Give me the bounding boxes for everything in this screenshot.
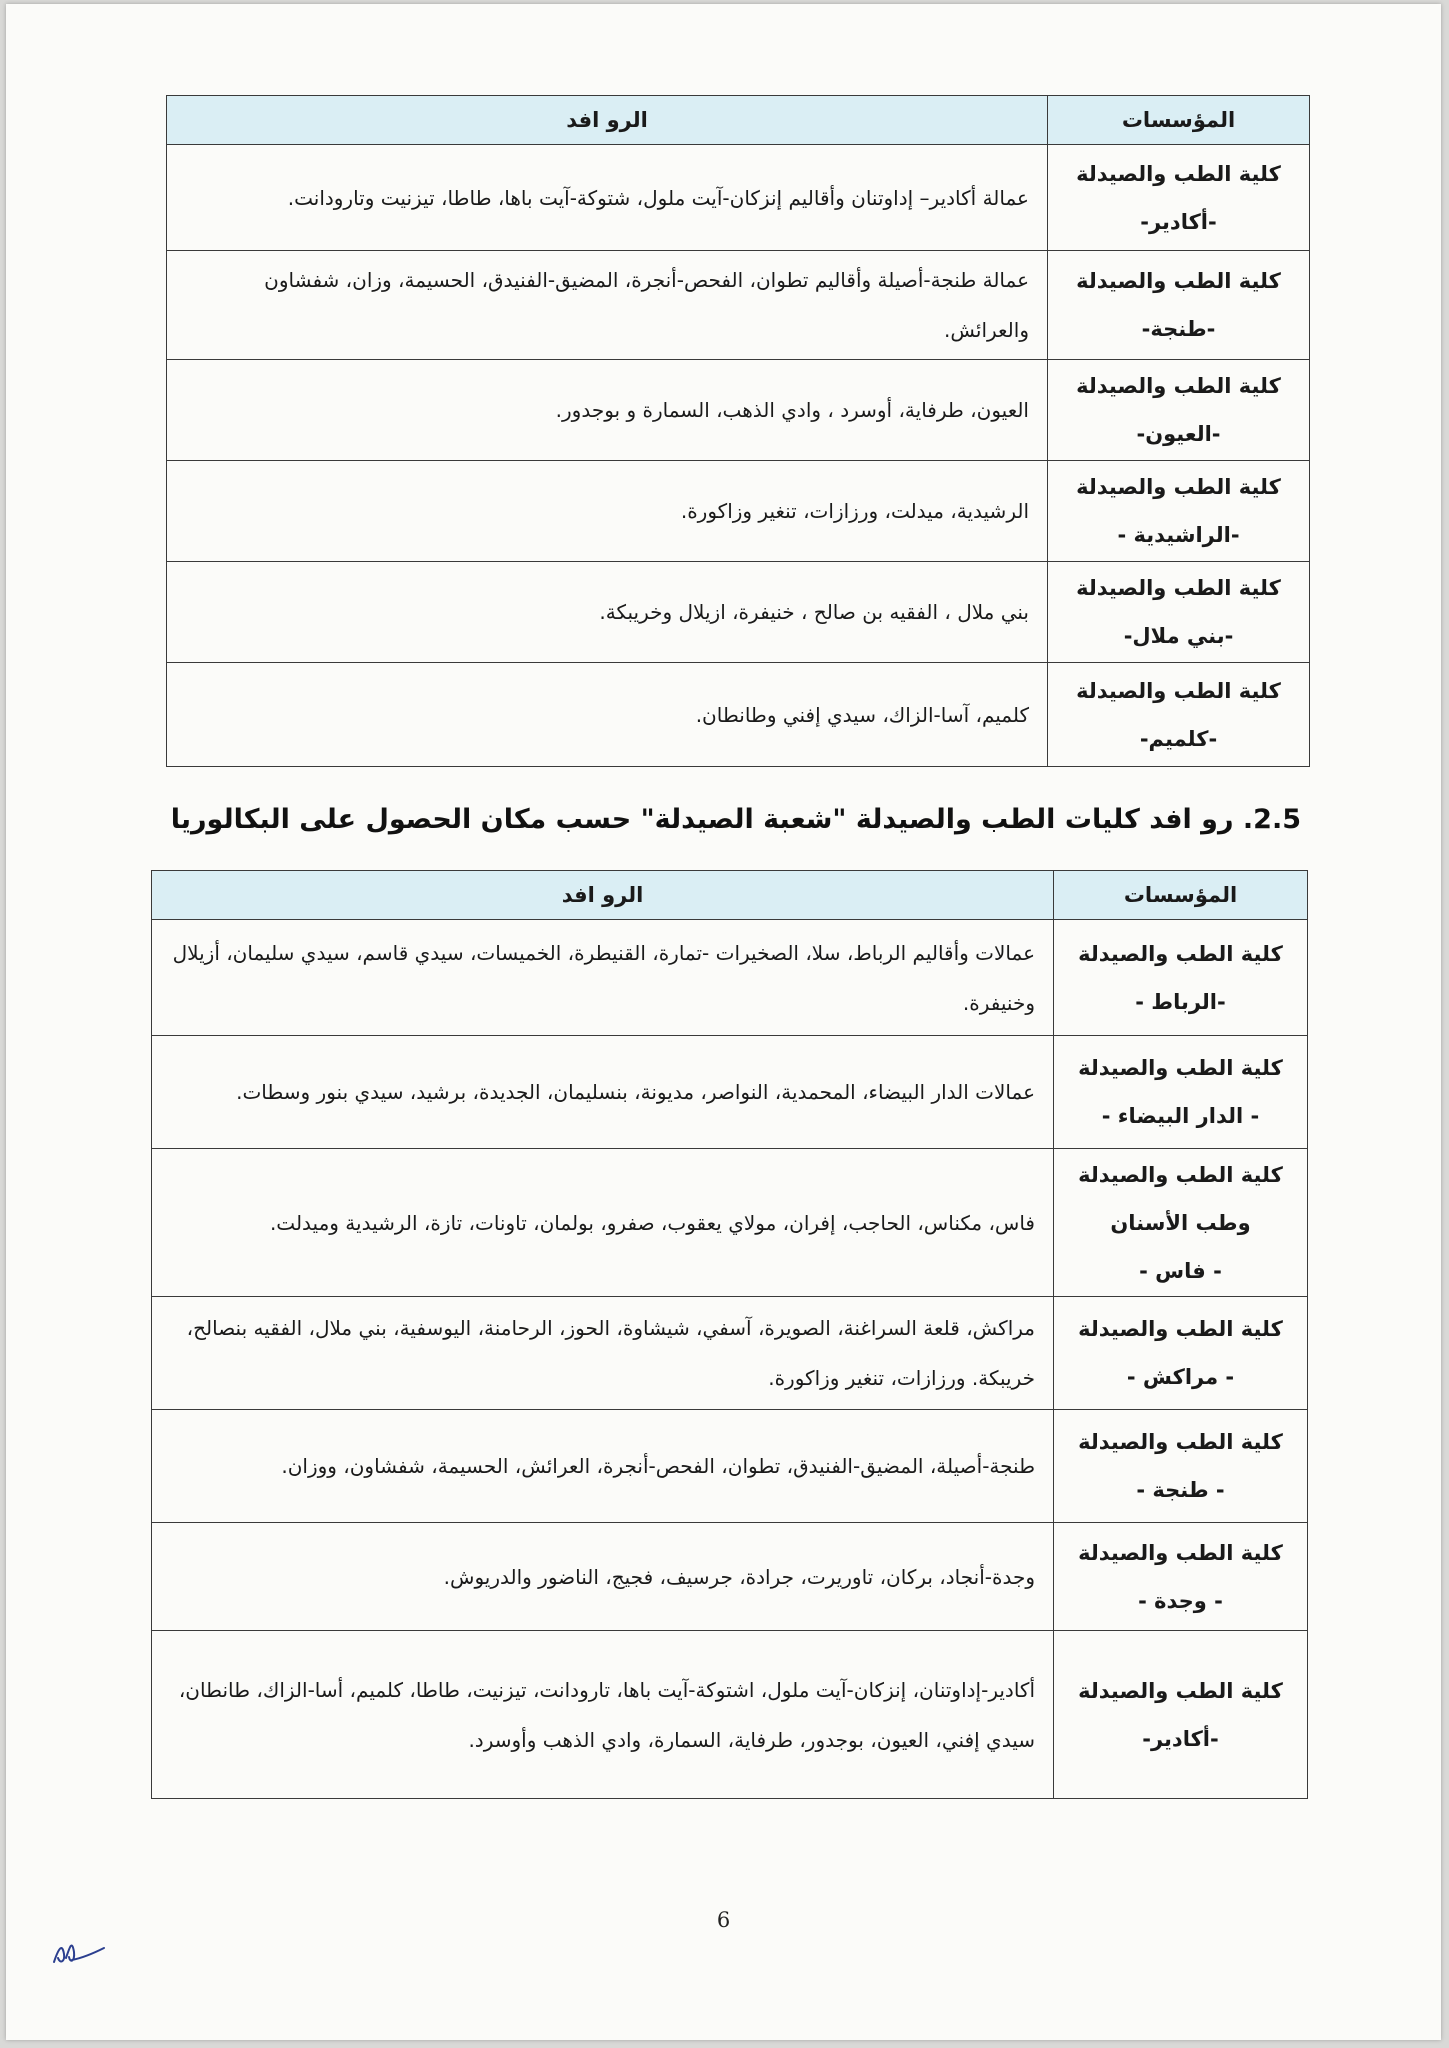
affiliation-cell: طنجة-أصيلة، المضيق-الفنيدق، تطوان، الفحص-أنجرة، العرائش، الحسيمة، شفشاون، ووزان. (152, 1410, 1054, 1523)
header-institutions: المؤسسات (1048, 96, 1310, 145)
affiliation-cell: كلميم، آسا-الزاك، سيدي إفني وطانطان. (167, 663, 1048, 767)
document-page (6, 4, 1441, 2040)
institution-extra: وطب الأسنان (1110, 1210, 1251, 1235)
institution-name: كلية الطب والصيدلة (1078, 1540, 1283, 1565)
table-row (152, 1149, 1308, 1297)
table-row (152, 1631, 1308, 1799)
section-heading: 2.5. رو افد كليات الطب والصيدلة "شعبة الصيدلة" حسب مكان الحصول على البكالوريا (170, 804, 1301, 835)
institution-city: -الراشيدية - (1117, 523, 1240, 547)
table-row (167, 251, 1310, 360)
signature-mark (48, 1932, 108, 1972)
institution-city: - مراكش - (1126, 1365, 1235, 1389)
institution-cell (1054, 1631, 1308, 1799)
institution-cell (1048, 461, 1310, 562)
affiliation-cell: الرشيدية، ميدلت، ورزازات، تنغير وزاكورة. (167, 461, 1048, 562)
institution-name: كلية الطب والصيدلة (1078, 1430, 1283, 1454)
institution-name: كلية الطب والصيدلة (1076, 161, 1281, 186)
table-row (167, 145, 1310, 251)
affiliation-cell: عمالات وأقاليم الرباط، سلا، الصخيرات -تمارة، القنيطرة، الخميسات، سيدي قاسم، سيدي سليمان، أزيلال وخنيفرة. (152, 920, 1054, 1036)
header-affiliations: الرو افد (167, 96, 1048, 145)
affiliation-cell: عمالة طنجة-أصيلة وأقاليم تطوان، الفحص-أنجرة، المضيق-الفنيدق، الحسيمة، وزان، شفشاون والعرائش. (167, 251, 1048, 360)
table-row (167, 461, 1310, 562)
table-row (167, 562, 1310, 663)
affiliation-cell: بني ملال ، الفقيه بن صالح ، خنيفرة، ازيلال وخريبكة. (167, 562, 1048, 663)
institution-cell (1054, 920, 1308, 1036)
table-row (167, 663, 1310, 767)
institution-city: -طنجة- (1141, 317, 1216, 341)
affiliation-cell: عمالة أكادير– إداوتنان وأقاليم إنزكان-آيت ملول، شتوكة-آيت باها، طاطا، تيزنيت وتارودانت. (167, 145, 1048, 251)
institution-city: -كلميم- (1139, 726, 1218, 751)
affiliation-cell: فاس، مكناس، الحاجب، إفران، مولاي يعقوب، صفرو، بولمان، تاونات، تازة، الرشيدية وميدلت. (152, 1149, 1054, 1297)
institution-city: - وجدة - (1138, 1588, 1223, 1613)
table-row (152, 1036, 1308, 1149)
institution-cell (1054, 1523, 1308, 1631)
table-row (167, 360, 1310, 461)
institution-name: كلية الطب والصيدلة (1078, 1162, 1283, 1187)
institution-cell (1054, 1410, 1308, 1523)
institution-cell (1048, 663, 1310, 767)
institution-name: كلية الطب والصيدلة (1076, 374, 1281, 398)
affiliation-cell: مراكش، قلعة السراغنة، الصويرة، آسفي، شيشاوة، الحوز، الرحامنة، اليوسفية، بني ملال، الفقيه بنصالح، خريبكة. ورزازات، تنغير وزاكورة. (152, 1297, 1054, 1410)
institution-name: كلية الطب والصيدلة (1078, 1678, 1283, 1703)
table-header-row (167, 96, 1310, 145)
institution-city: - طنجة - (1136, 1478, 1225, 1502)
institution-city: -أكادير- (1140, 209, 1217, 234)
institution-cell (1054, 1036, 1308, 1149)
institution-name: كلية الطب والصيدلة (1076, 269, 1281, 293)
table-row (152, 1523, 1308, 1631)
affiliation-cell: أكادير-إداوتنان، إنزكان-آيت ملول، اشتوكة-آيت باها، تارودانت، تيزنيت، طاطا، كلميم، أسا-الزاك، طانطان، سيدي إفني، العيون، بوجدور، طرفاية، السمارة، وادي الذهب وأوسرد. (152, 1631, 1054, 1799)
institution-name: كلية الطب والصيدلة (1076, 475, 1281, 499)
institution-cell (1048, 145, 1310, 251)
table-row (152, 920, 1308, 1036)
institution-name: كلية الطب والصيدلة (1076, 576, 1281, 600)
header-affiliations: الرو افد (152, 871, 1054, 920)
institution-name: كلية الطب والصيدلة (1078, 1056, 1283, 1080)
institution-city: -أكادير- (1142, 1726, 1219, 1751)
affiliation-cell: وجدة-أنجاد، بركان، تاوريرت، جرادة، جرسيف، فجيج، الناضور والدريوش. (152, 1523, 1054, 1631)
affiliation-table-medicine (166, 95, 1310, 767)
affiliation-cell: العيون، طرفاية، أوسرد ، وادي الذهب، السمارة و بوجدور. (167, 360, 1048, 461)
institution-cell (1048, 562, 1310, 663)
institution-city: - فاس - (1139, 1258, 1222, 1283)
institution-city: -بني ملال- (1123, 624, 1234, 648)
institution-cell (1054, 1149, 1308, 1297)
affiliation-table-pharmacy (151, 870, 1308, 1799)
institution-name: كلية الطب والصيدلة (1078, 1317, 1283, 1341)
table-row (152, 1297, 1308, 1410)
table-row (152, 1410, 1308, 1523)
institution-cell (1048, 360, 1310, 461)
institution-city: -الرباط - (1135, 989, 1226, 1014)
institution-city: - الدار البيضاء - (1101, 1104, 1260, 1128)
institution-cell (1048, 251, 1310, 360)
affiliation-cell: عمالات الدار البيضاء، المحمدية، النواصر، مديونة، بنسليمان، الجديدة، برشيد، سيدي بنور وسطات. (152, 1036, 1054, 1149)
institution-cell (1054, 1297, 1308, 1410)
table-header-row (152, 871, 1308, 920)
institution-name: كلية الطب والصيدلة (1076, 678, 1281, 703)
institution-city: -العيون- (1136, 422, 1221, 446)
institution-name: كلية الطب والصيدلة (1078, 941, 1283, 966)
page-number: 6 (716, 1908, 731, 1932)
header-institutions: المؤسسات (1054, 871, 1308, 920)
